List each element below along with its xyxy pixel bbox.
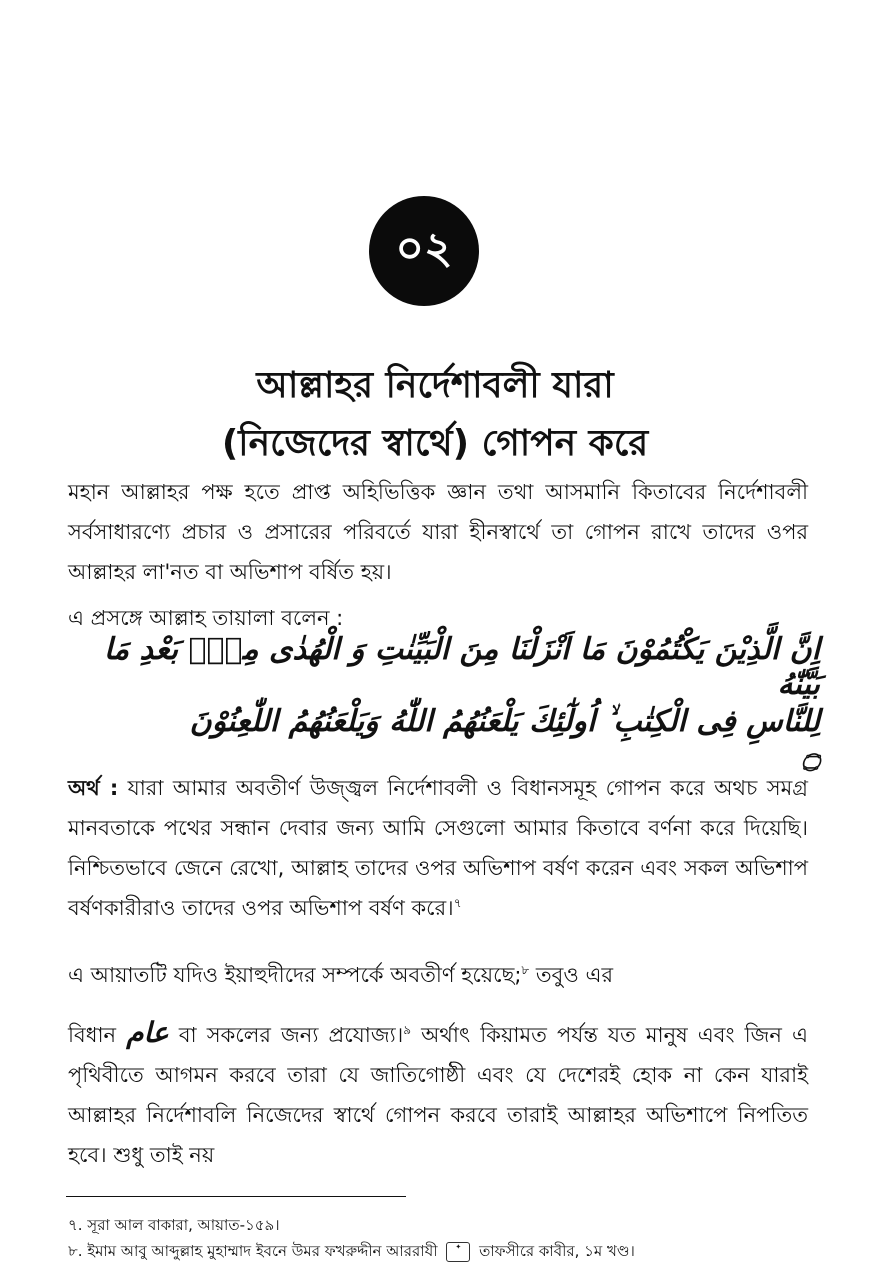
commentary-continued [68, 1013, 808, 1175]
meaning-paragraph [68, 768, 808, 928]
footnote-8 [68, 1240, 828, 1262]
footnote-8-text-a: ৮. ইমাম আবু আব্দুল্লাহ মুহাম্মাদ ইবনে উমর ফখরুদ্দীন আররাযী [68, 1242, 438, 1260]
intro-paragraph: মহান আল্লাহর পক্ষ হতে প্রাপ্ত অহিভিত্তিক জ্ঞান তথা আসমানি কিতাবের নির্দেশাবলী সর্বসাধারণ্যে প্রচার ও প্রসারের পরিবর্তে যারা হীনস্বার্থে তা গোপন রাখে তাদের ওপর আল্লাহর লা'নত বা অভিশাপ বর্ষিত হয়। [68, 480, 808, 584]
footnote-8-text-b: তাফসীরে কাবীর, ১ম খণ্ড। [479, 1242, 635, 1260]
commentary-part-4: বা সকলের জন্য প্রযোজ্য। [178, 1023, 404, 1047]
footnote-ref-8[interactable]: ৮ [521, 963, 530, 977]
commentary-part-5: অর্থাৎ কিয়ামত পর্যন্ত যত মানুষ এবং জিন এ পৃথিবীতে আগমন করবে তারা যে জাতিগোষ্ঠী এবং যে দেশেরই হোক না কেন যারাই আল্লাহর নির্দেশাবলি নিজেদের স্বার্থে গোপন করবে তারাই আল্লাহর অভিশাপে নিপতিত হবে। শুধু তাই নয় [68, 1023, 808, 1167]
honorific-seal-icon: ✦ [446, 1242, 470, 1262]
chapter-number-badge [369, 196, 479, 306]
commentary-part-1: এ আয়াতটি যদিও ইয়াহুদীদের সম্পর্কে অবতীর্ণ হয়েছে; [68, 963, 522, 987]
footnote-ref-7[interactable]: ৭ [453, 896, 462, 910]
chapter-title-line-2: (নিজেদের স্বার্থে) গোপন করে [221, 423, 649, 464]
quran-verse-line-2: لِلنَّاسِ فِى الْكِتٰبِ ۙ اُولٰٓئِكَ يَلْعَنُهُمُ اللّٰهُ وَيَلْعَنُهُمُ اللّٰعِنُوْنَ ۝ [189, 704, 820, 774]
arabic-inline-word: عام [126, 1016, 169, 1049]
footnote-divider [66, 1196, 406, 1197]
footnote-ref-9[interactable]: ৯ [403, 1023, 412, 1037]
quran-verse-line-1: اِنَّ الَّذِيْنَ يَكْتُمُوْنَ مَا اَنْزَلْنَا مِنَ الْبَيِّنٰتِ وَ الْهُدٰى مِنْۢ بَعْدِ مَا بَيَّنّٰهُ [103, 632, 820, 702]
commentary-paragraph [68, 955, 808, 995]
commentary-part-3: বিধান [68, 1023, 117, 1047]
lead-in-text: এ প্রসঙ্গে আল্লাহ তায়ালা বলেন : [68, 606, 344, 630]
chapter-number: ০২ [395, 222, 453, 274]
footnote-7: ৭. সূরা আল বাকারা, আয়াত-১৫৯। [68, 1216, 280, 1234]
meaning-label: অর্থ : [68, 776, 119, 800]
chapter-title-line-1: আল্লাহর নির্দেশাবলী যারা [256, 365, 614, 406]
meaning-text: যারা আমার অবতীর্ণ উজ্জ্বল নির্দেশাবলী ও বিধানসমূহ গোপন করে অথচ সমগ্র মানবতাকে পথের সন্ধান দেবার জন্য আমি সেগুলো আমার কিতাবে বর্ণনা করে দিয়েছি। নিশ্চিতভাবে জেনে রেখো, আল্লাহ তাদের ওপর অভিশাপ বর্ষণ করেন এবং সকল অভিশাপ বর্ষণকারীরাও তাদের ওপর অভিশাপ বর্ষণ করে। [68, 776, 808, 920]
commentary-part-2: তবুও এর [535, 963, 613, 987]
